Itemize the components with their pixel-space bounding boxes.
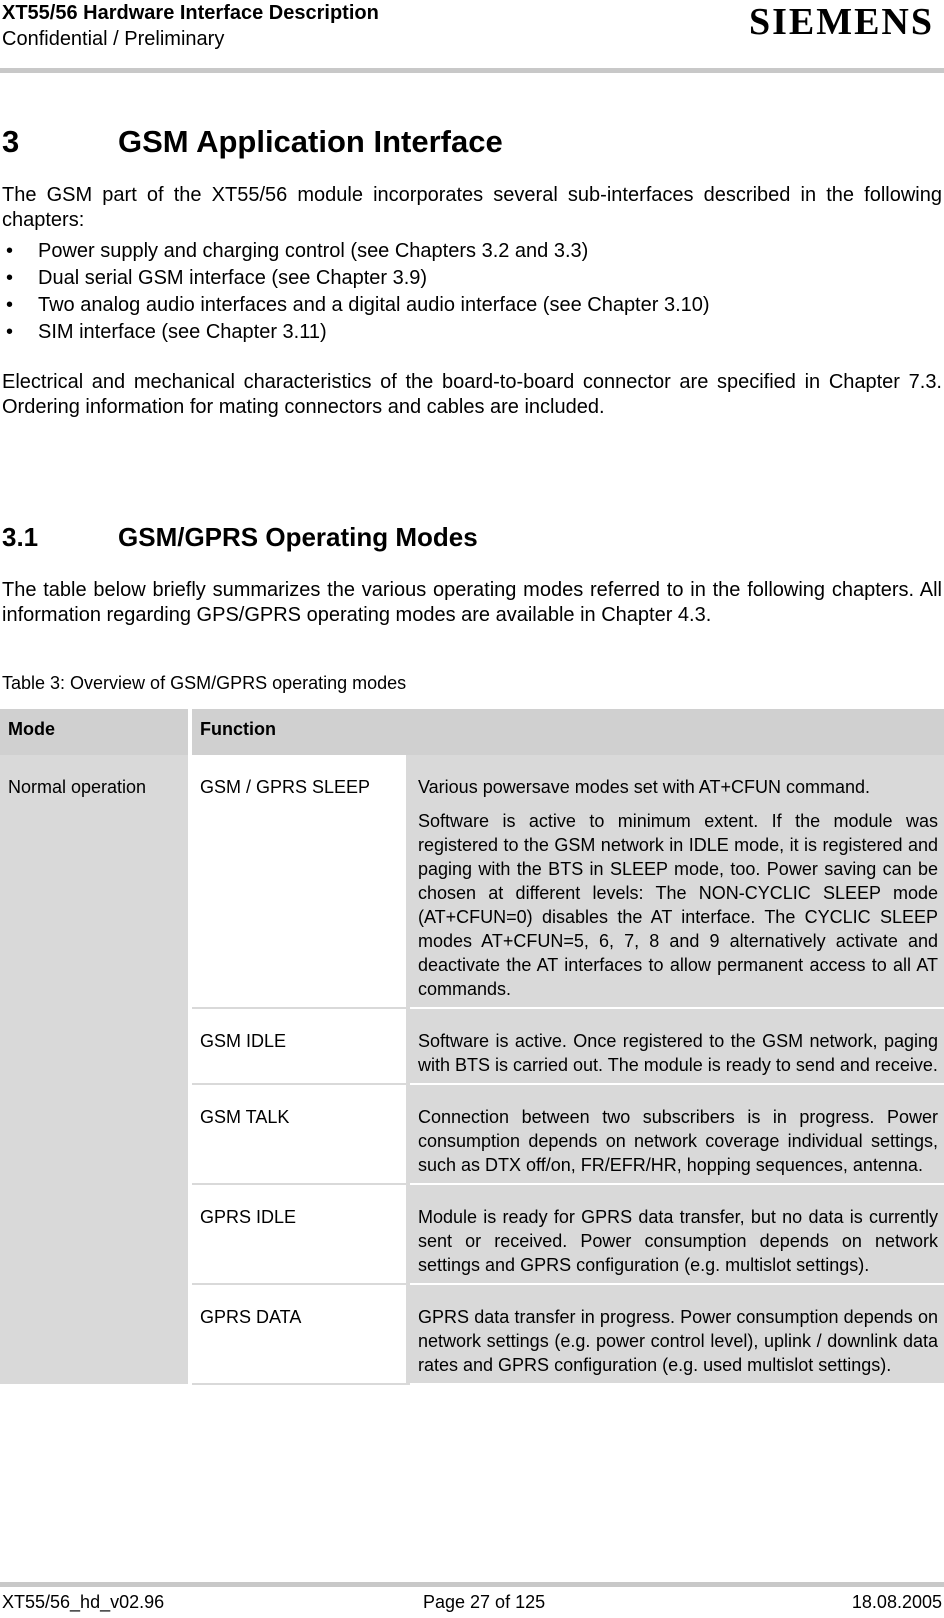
section-number: 3 <box>2 124 20 159</box>
subsection-number: 3.1 <box>2 522 39 552</box>
submode-cell: GSM IDLE <box>190 1008 408 1084</box>
document-title: XT55/56 Hardware Interface Description <box>2 2 379 24</box>
table-row <box>0 755 944 1008</box>
list-item: • Power supply and charging control (see Chapters 3.2 and 3.3) <box>0 238 710 265</box>
document-date: 18.08.2005 <box>851 1592 942 1612</box>
interface-list <box>0 238 710 346</box>
modes-intro-paragraph: The table below briefly summarizes the various operating modes referred to in the following chapters. All information regarding GPS/GPRS operating modes are available in Chapter 4.3. <box>2 579 942 626</box>
function-text: Various powersave modes set with AT+CFUN command. <box>418 777 871 797</box>
document-id: XT55/56_hd_v02.96 <box>2 1592 165 1612</box>
section-title: GSM Application Interface <box>118 124 503 159</box>
function-cell <box>408 755 944 1008</box>
submode-cell: GSM / GPRS SLEEP <box>190 755 408 1008</box>
operating-modes-table <box>0 709 944 1385</box>
header-divider <box>0 68 944 73</box>
siemens-logo: SIEMENS <box>748 1 934 43</box>
bullet-icon: • <box>6 240 14 262</box>
list-item: • Two analog audio interfaces and a digital audio interface (see Chapter 3.10) <box>0 292 710 319</box>
function-text: Connection between two subscribers is in progress. Power consumption depends on network coverage individual settings, such as DTX off/on, FR/EFR/HR, hopping sequences, antenna. <box>418 1107 938 1175</box>
mode-cell: Normal operation <box>0 755 190 1384</box>
function-cell <box>408 1084 944 1184</box>
document-subtitle: Confidential / Preliminary <box>2 28 225 50</box>
intro-paragraph: The GSM part of the XT55/56 module incorporates several sub-interfaces described in the following chapters: <box>2 184 942 231</box>
function-text: Software is active to minimum extent. If the module was registered to the GSM network in IDLE mode, it is registered and paging with the BTS in SLEEP mode, too. Power saving can be chosen at different levels: The NON-CYCLIC SLEEP mode (AT+CFUN=0) disables the AT interface. The CYCLIC SLEEP modes AT+CFUN=5, 6, 7, 8 and 9 alternatively activate and deactivate the AT interfaces to allow permanent access to all AT commands. <box>418 811 938 999</box>
function-text: Module is ready for GPRS data transfer, but no data is currently sent or received. Power consumption depends on network settings and GPRS configuration (e.g. multislot settings). <box>418 1207 938 1275</box>
column-header-mode: Mode <box>0 709 190 755</box>
function-cell <box>408 1008 944 1084</box>
page-number: Page 27 of 125 <box>423 1592 546 1612</box>
submode-cell: GPRS DATA <box>190 1284 408 1384</box>
submode-cell: GPRS IDLE <box>190 1184 408 1284</box>
list-item: • Dual serial GSM interface (see Chapter 3.9) <box>0 265 710 292</box>
bullet-icon: • <box>6 294 14 316</box>
footer-divider <box>0 1582 944 1587</box>
list-item: • SIM interface (see Chapter 3.11) <box>0 319 710 346</box>
submode-cell: GSM TALK <box>190 1084 408 1184</box>
function-text: GPRS data transfer in progress. Power consumption depends on network settings (e.g. power control level), uplink / downlink data rates and GPRS configuration (e.g. used multislot settings). <box>418 1307 938 1375</box>
function-cell <box>408 1184 944 1284</box>
connector-paragraph: Electrical and mechanical characteristics of the board-to-board connector are specified in Chapter 7.3. Ordering information for mating connectors and cables are included. <box>2 371 942 418</box>
function-text: Software is active. Once registered to the GSM network, paging with BTS is carried out. The module is ready to send and receive. <box>418 1031 938 1075</box>
column-header-function: Function <box>190 709 944 755</box>
page-header <box>0 0 944 72</box>
bullet-icon: • <box>6 321 14 343</box>
subsection-title: GSM/GPRS Operating Modes <box>118 522 478 552</box>
table-caption: Table 3: Overview of GSM/GPRS operating modes <box>2 673 407 693</box>
table-header-row <box>0 709 944 755</box>
bullet-icon: • <box>6 267 14 289</box>
function-cell <box>408 1284 944 1384</box>
